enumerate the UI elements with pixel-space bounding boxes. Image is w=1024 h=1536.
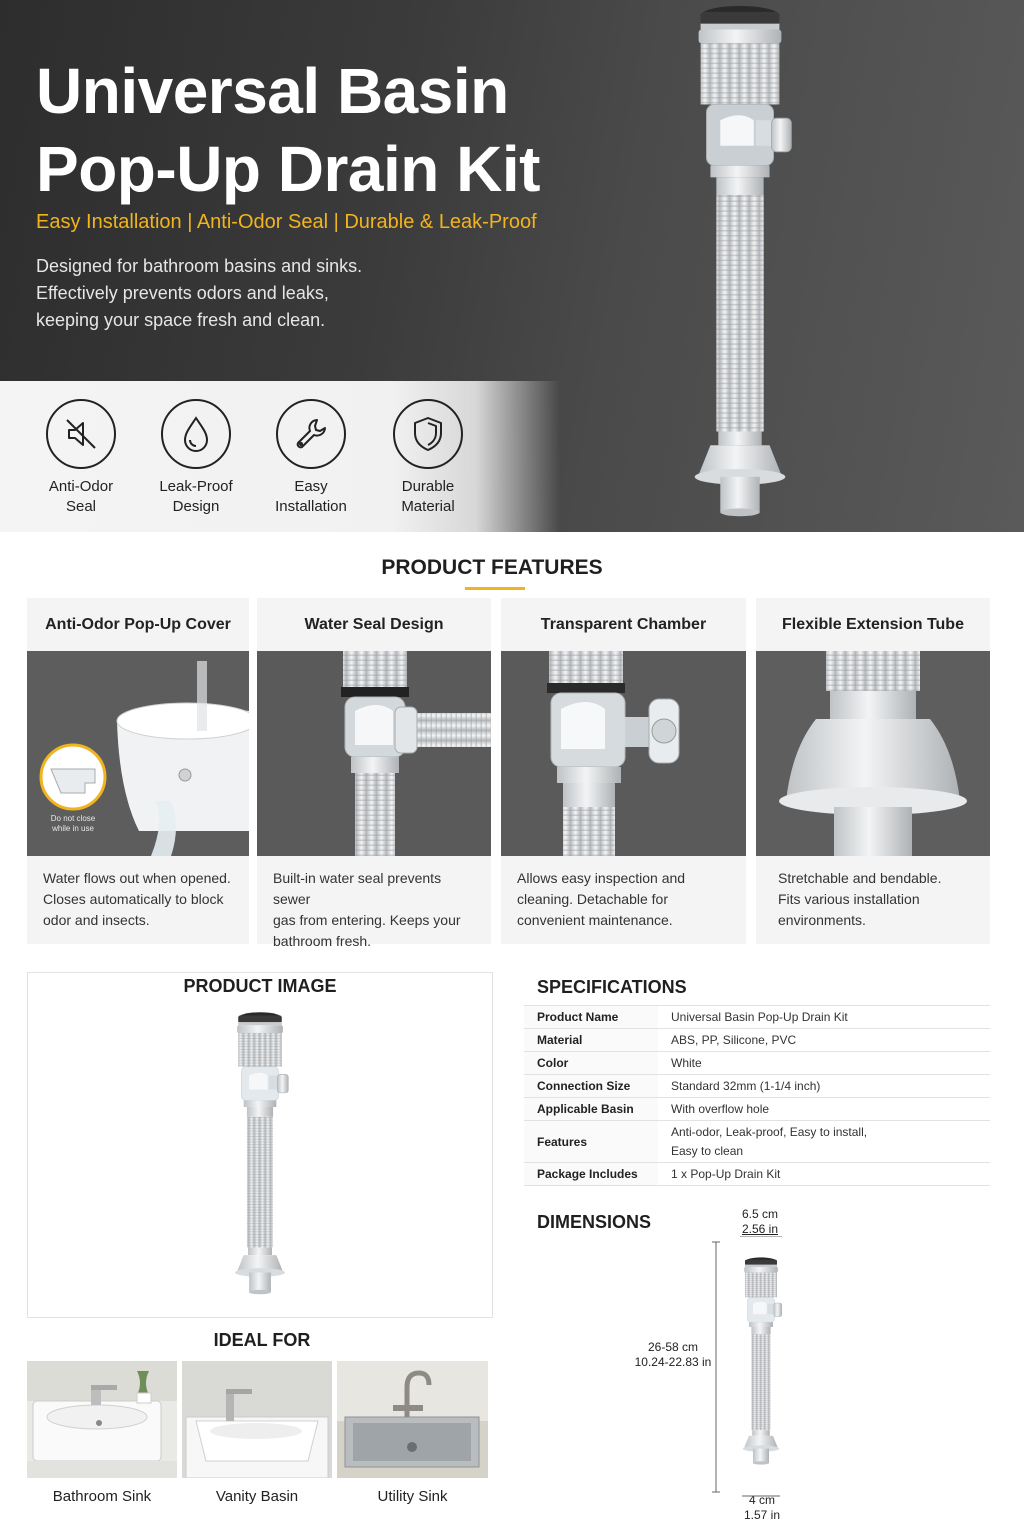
length-label: 26-58 cm 10.24-22.83 in bbox=[634, 1340, 712, 1369]
feature-image-transparent-chamber bbox=[501, 651, 746, 856]
bottom-width-label: 4 cm 1.57 in bbox=[743, 1493, 781, 1522]
badge-anti-odor: Anti-Odor Seal bbox=[26, 399, 136, 517]
wrench-icon bbox=[293, 416, 329, 452]
spec-row-applicable-basin: Applicable Basin With overflow hole bbox=[524, 1098, 990, 1121]
badge-strip bbox=[0, 381, 560, 532]
hero-description bbox=[36, 253, 456, 334]
badge-easy-installation: Easy Installation bbox=[256, 399, 366, 517]
feature-card-title: Transparent Chamber bbox=[540, 615, 707, 633]
ideal-for-title: IDEAL FOR bbox=[213, 1330, 311, 1350]
ideal-label-utility-sink: Utility Sink bbox=[377, 1488, 448, 1505]
top-width-label: 6.5 cm 2.56 in bbox=[741, 1207, 779, 1236]
inset-caption-line-2: while in use bbox=[52, 824, 94, 833]
spec-row-product-name: Product Name Universal Basin Pop-Up Drain Kit bbox=[524, 1006, 990, 1029]
feature-image-pop-up-cover bbox=[27, 651, 249, 856]
product-image bbox=[216, 1009, 304, 1303]
badge-durable-material: Durable Material bbox=[373, 399, 483, 517]
feature-card-pop-up-cover bbox=[27, 598, 249, 944]
feature-image-extension-tube bbox=[756, 651, 990, 856]
feature-card-description: Built-in water seal prevents sewer gas from entering. Keeps your bathroom fresh. bbox=[273, 870, 461, 949]
feature-card-description: Allows easy inspection and cleaning. Detachable for convenient maintenance. bbox=[517, 870, 686, 928]
page-title bbox=[36, 52, 540, 208]
feature-card-title: Flexible Extension Tube bbox=[782, 615, 964, 633]
hero-tagline: Easy Installation | Anti-Odor Seal | Durable & Leak-Proof bbox=[36, 211, 537, 233]
ideal-image-utility-sink bbox=[337, 1361, 488, 1478]
ideal-image-vanity-basin bbox=[182, 1361, 332, 1478]
spec-row-features: Features Anti-odor, Leak-proof, Easy to install, Easy to clean bbox=[524, 1121, 990, 1163]
dimensions-product-image bbox=[729, 1238, 793, 1488]
specifications-table bbox=[524, 1005, 990, 1186]
feature-card-description: Stretchable and bendable. Fits various installation environments. bbox=[778, 870, 942, 928]
ideal-label-bathroom-sink: Bathroom Sink bbox=[52, 1488, 152, 1505]
feature-card-water-seal bbox=[257, 598, 491, 949]
inset-caption-line-1: Do not close bbox=[50, 814, 96, 823]
hero-product-photo bbox=[660, 0, 820, 532]
shield-icon bbox=[411, 415, 445, 453]
title-underline bbox=[465, 587, 525, 590]
dimensions-title: DIMENSIONS bbox=[537, 1212, 652, 1232]
spec-row-connection-size: Connection Size Standard 32mm (1-1/4 inch) bbox=[524, 1075, 990, 1098]
water-drop-icon bbox=[180, 415, 212, 453]
features-section-title: PRODUCT FEATURES bbox=[381, 556, 603, 579]
feature-card-title: Anti-Odor Pop-Up Cover bbox=[45, 615, 231, 633]
product-image-title: PRODUCT IMAGE bbox=[183, 976, 337, 996]
hero-banner bbox=[0, 0, 1024, 532]
title-line-2: Pop-Up Drain Kit bbox=[36, 133, 540, 205]
title-line-1: Universal Basin bbox=[36, 55, 509, 127]
specifications-title: SPECIFICATIONS bbox=[537, 977, 687, 997]
feature-card-title: Water Seal Design bbox=[304, 615, 444, 633]
feature-card-description: Water flows out when opened. Closes automatically to block odor and insects. bbox=[43, 870, 231, 928]
ideal-image-bathroom-sink bbox=[27, 1361, 177, 1478]
ideal-label-vanity-basin: Vanity Basin bbox=[215, 1488, 299, 1505]
feature-card-extension-tube bbox=[756, 598, 990, 944]
feature-image-water-seal bbox=[257, 651, 491, 856]
spec-row-color: Color White bbox=[524, 1052, 990, 1075]
product-image-panel bbox=[27, 972, 493, 1318]
badge-leak-proof: Leak-Proof Design bbox=[141, 399, 251, 517]
desc-line-2: Effectively prevents odors and leaks, bbox=[36, 283, 329, 303]
desc-line-1: Designed for bathroom basins and sinks. bbox=[36, 256, 363, 276]
muted-speaker-icon bbox=[63, 416, 99, 452]
feature-card-transparent-chamber bbox=[501, 598, 746, 944]
desc-line-3: keeping your space fresh and clean. bbox=[36, 310, 326, 330]
spec-row-package-includes: Package Includes 1 x Pop-Up Drain Kit bbox=[524, 1163, 990, 1186]
spec-row-material: Material ABS, PP, Silicone, PVC bbox=[524, 1029, 990, 1052]
